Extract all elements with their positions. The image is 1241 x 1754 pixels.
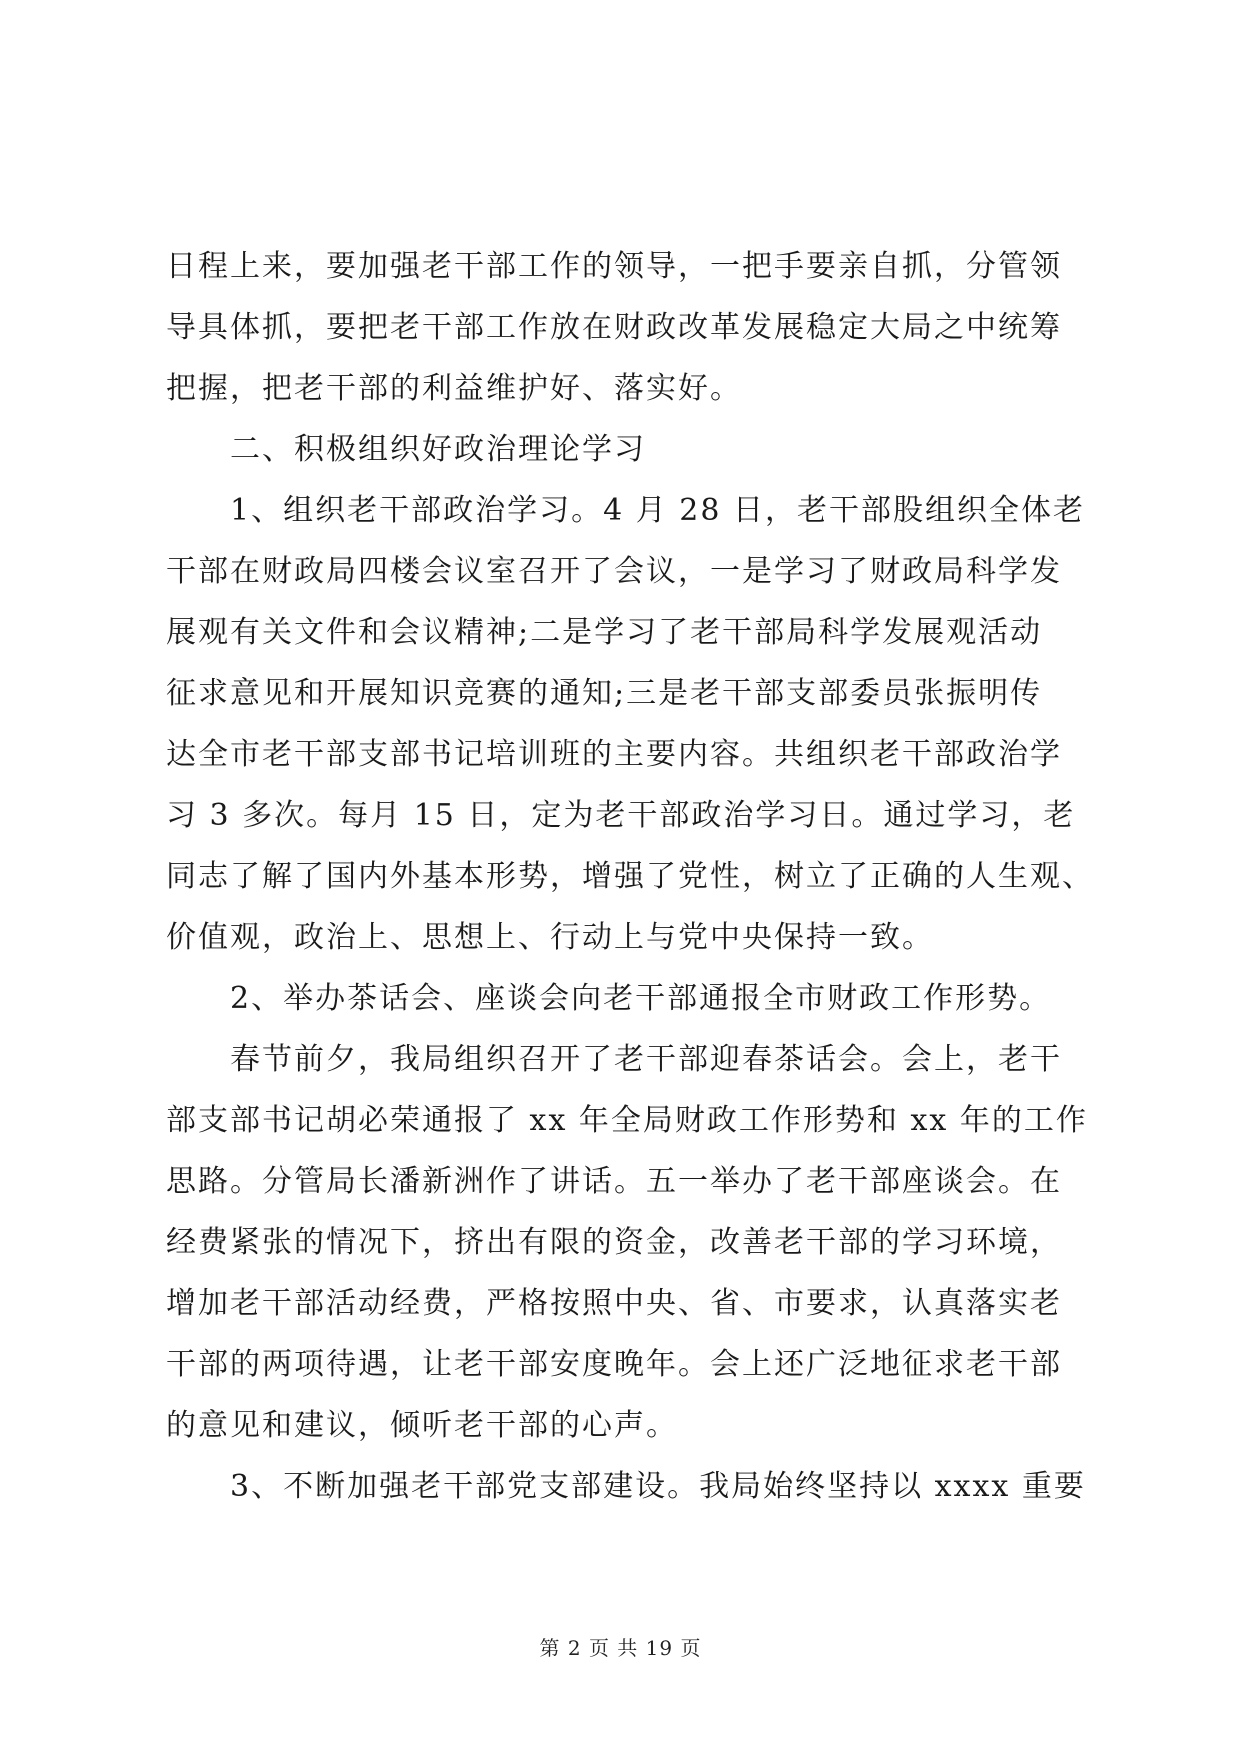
text-line: 3、不断加强老干部党支部建设。我局始终坚持以 xxxx 重要 xyxy=(230,1469,1086,1504)
text-line: 部支部书记胡必荣通报了 xx 年全局财政工作形势和 xx 年的工作 xyxy=(166,1103,1088,1138)
text-line: 价值观，政治上、思想上、行动上与党中央保持一致。 xyxy=(166,920,934,955)
text-line: 征求意见和开展知识竞赛的通知;三是老干部支部委员张振明传 xyxy=(166,676,1043,711)
text-line: 把握，把老干部的利益维护好、落实好。 xyxy=(166,371,742,406)
text-line: 1、组织老干部政治学习。4 月 28 日，老干部股组织全体老 xyxy=(230,493,1085,528)
text-line: 2、举办茶话会、座谈会向老干部通报全市财政工作形势。 xyxy=(230,981,1052,1016)
text-line: 干部的两项待遇，让老干部安度晚年。会上还广泛地征求老干部 xyxy=(166,1347,1062,1382)
text-line: 增加老干部活动经费，严格按照中央、省、市要求，认真落实老 xyxy=(166,1286,1062,1321)
text-line: 日程上来，要加强老干部工作的领导，一把手要亲自抓，分管领 xyxy=(166,249,1062,284)
text-line: 习 3 多次。每月 15 日，定为老干部政治学习日。通过学习，老 xyxy=(166,798,1076,833)
text-line: 达全市老干部支部书记培训班的主要内容。共组织老干部政治学 xyxy=(166,737,1062,772)
text-line: 思路。分管局长潘新洲作了讲话。五一举办了老干部座谈会。在 xyxy=(166,1164,1062,1199)
document-body xyxy=(166,236,1094,1517)
text-line: 的意见和建议，倾听老干部的心声。 xyxy=(166,1408,678,1443)
text-line: 展观有关文件和会议精神;二是学习了老干部局科学发展观活动 xyxy=(166,615,1043,650)
page-footer: 第 2 页 共 19 页 xyxy=(539,1636,702,1660)
text-line: 二、积极组织好政治理论学习 xyxy=(230,432,646,467)
text-line: 同志了解了国内外基本形势，增强了党性，树立了正确的人生观、 xyxy=(166,859,1094,894)
text-line: 导具体抓，要把老干部工作放在财政改革发展稳定大局之中统筹 xyxy=(166,310,1062,345)
text-line: 春节前夕，我局组织召开了老干部迎春茶话会。会上，老干 xyxy=(230,1042,1062,1077)
text-line: 干部在财政局四楼会议室召开了会议，一是学习了财政局科学发 xyxy=(166,554,1062,589)
text-line: 经费紧张的情况下，挤出有限的资金，改善老干部的学习环境， xyxy=(166,1225,1062,1260)
